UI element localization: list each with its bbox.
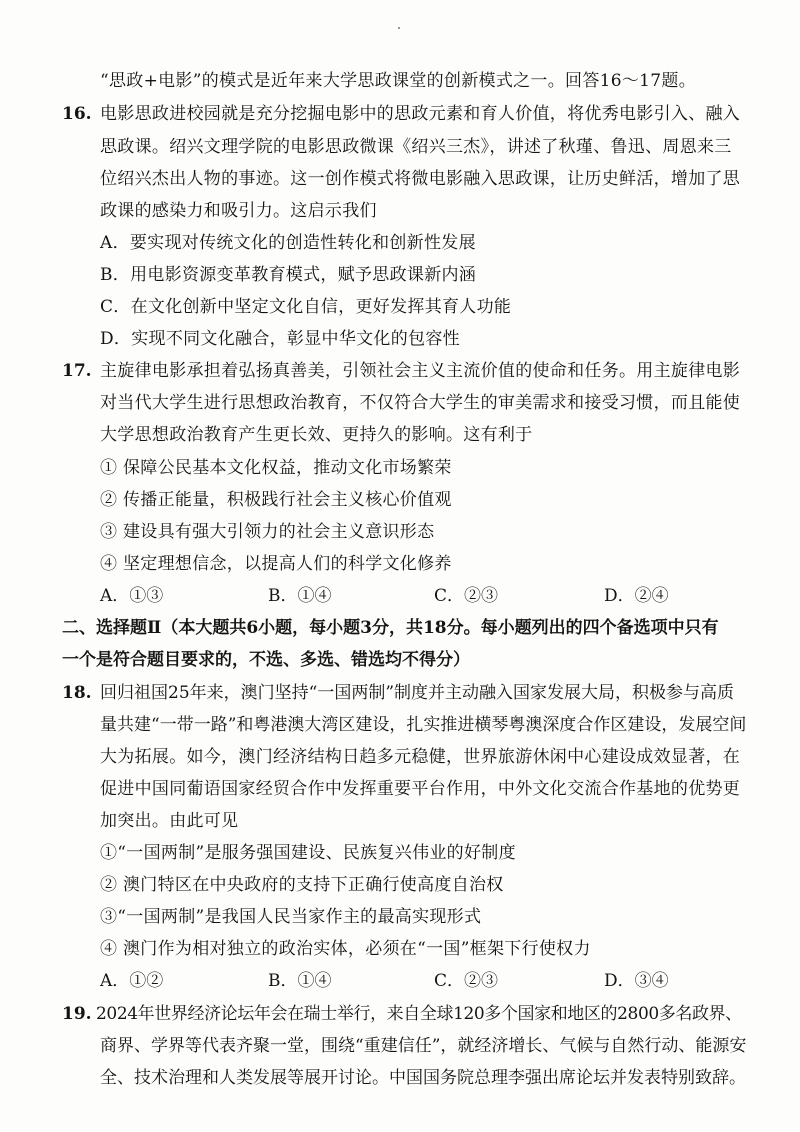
q18-statement-2: ② 澳门特区在中央政府的支持下正确行使高度自治权 (100, 875, 504, 895)
q18-line-3: 大为拓展。如今，澳门经济结构日趋多元稳健，世界旅游休闲中心建设成效显著，在 (100, 747, 741, 767)
q17-choice-d: D．②④ (604, 586, 669, 606)
q16-number: 16. (62, 104, 92, 124)
q18-line-1: 回归祖国25年来，澳门坚持“一国两制”制度并主动融入国家发展大局，积极参与高质 (100, 683, 735, 703)
q18-line-2: 量共建“一带一路”和粤港澳大湾区建设，扎实推进横琴粤澳深度合作区建设，发展空间 (100, 715, 747, 735)
q17-statement-4: ④ 坚定理想信念，以提高人们的科学文化修养 (100, 554, 452, 574)
q17-line-3: 大学思想政治教育产生更长效、更持久的影响。这有利于 (100, 425, 533, 445)
q17-line-1: 主旋律电影承担着弘扬真善美，引领社会主义主流价值的使命和任务。用主旋律电影 (100, 361, 741, 381)
scan-speck (398, 27, 400, 29)
q17-statement-3: ③ 建设具有强大引领力的社会主义意识形态 (100, 522, 435, 542)
q18-statement-4: ④ 澳门作为相对独立的政治实体，必须在“一国”框架下行使权力 (100, 939, 591, 959)
q17-number: 17. (62, 361, 92, 381)
q18-choice-a: A．①② (100, 971, 164, 991)
q18-statement-3: ③“一国两制”是我国人民当家作主的最高实现形式 (100, 907, 482, 927)
q18-line-4: 促进中国同葡语国家经贸合作中发挥重要平台作用，中外文化交流合作基地的优势更 (100, 779, 741, 799)
q18-choices (100, 970, 740, 992)
q18-statement-1: ①“一国两制”是服务强国建设、民族复兴伟业的好制度 (100, 843, 516, 863)
q16-line-2: 思政课。绍兴文理学院的电影思政微课《绍兴三杰》，讲述了秋瑾、鲁迅、周恩来三 (100, 137, 732, 157)
q16-line-1: 电影思政进校园就是充分挖掘电影中的思政元素和育人价值，将优秀电影引入、融入 (100, 104, 741, 124)
q19-line-1: 2024年世界经济论坛年会在瑞士举行，来自全球120多个国家和地区的2800多名政界、 (96, 1004, 742, 1024)
q19-line-3: 全、技术治理和人类发展等展开讨论。中国国务院总理李强出席论坛并发表特别致辞。 (100, 1068, 746, 1088)
q17-choice-b: B．①④ (268, 586, 332, 606)
q16-option-b: B．用电影资源变革教育模式，赋予思政课新内涵 (100, 265, 477, 285)
q19-number: 19. (62, 1004, 92, 1024)
q17-statement-2: ② 传播正能量，积极践行社会主义核心价值观 (100, 490, 452, 510)
q18-choice-b: B．①④ (268, 971, 332, 991)
q19-line-2: 商界、学界等代表齐聚一堂，围绕“重建信任”，就经济增长、气候与自然行动、能源安 (100, 1036, 747, 1056)
q16-option-a: A．要实现对传统文化的创造性转化和创新性发展 (100, 233, 476, 253)
q16-option-c: C．在文化创新中坚定文化自信，更好发挥其育人功能 (100, 297, 512, 317)
q17-choice-c: C．②③ (434, 586, 499, 606)
q18-number: 18. (62, 683, 92, 703)
q18-choice-c: C．②③ (434, 971, 499, 991)
intro-text: “思政+电影”的模式是近年来大学思政课堂的创新模式之一。回答16～17题。 (100, 71, 696, 91)
section-2-heading-line-1: 二、选择题Ⅱ（本大题共6小题，每小题3分，共18分。每小题列出的四个备选项中只有 (62, 618, 719, 638)
section-2-heading-line-2: 一个是符合题目要求的，不选、多选、错选均不得分） (62, 650, 470, 670)
q16-line-4: 政课的感染力和吸引力。这启示我们 (100, 201, 377, 221)
q17-statement-1: ① 保障公民基本文化权益，推动文化市场繁荣 (100, 458, 452, 478)
q17-choice-a: A．①③ (100, 586, 164, 606)
q18-line-5: 加突出。由此可见 (100, 811, 239, 831)
q17-choices (100, 585, 740, 607)
q16-option-d: D．实现不同文化融合，彰显中华文化的包容性 (100, 329, 460, 349)
q16-line-3: 位绍兴杰出人物的事迹。这一创作模式将微电影融入思政课，让历史鲜活，增加了思 (100, 169, 741, 189)
q18-choice-d: D．③④ (604, 971, 669, 991)
q17-line-2: 对当代大学生进行思想政治教育，不仅符合大学生的审美需求和接受习惯，而且能使 (100, 393, 741, 413)
